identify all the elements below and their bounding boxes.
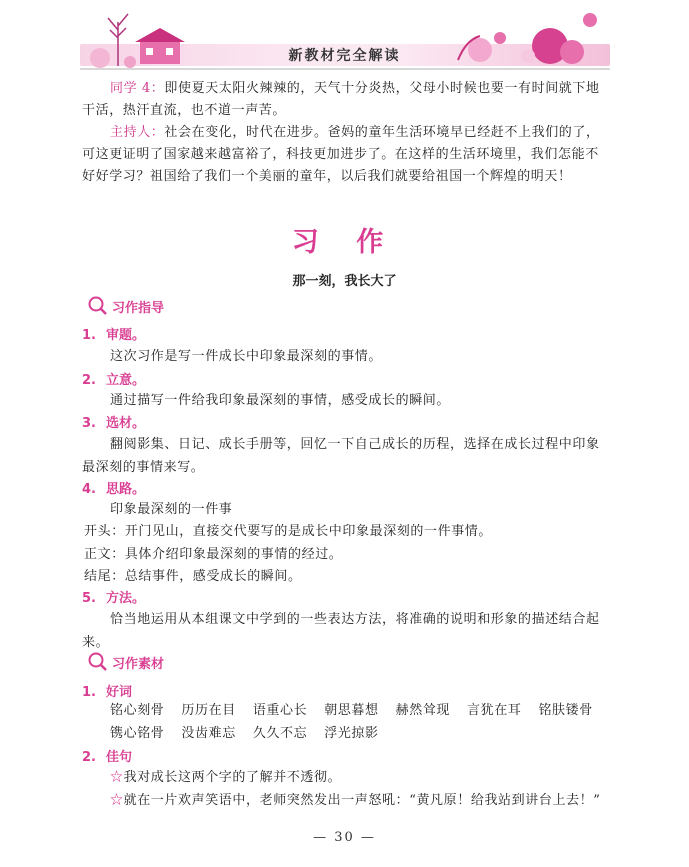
sentence-2: ☆就在一片欢声笑语中，老师突然发出一声怒吼：“黄凡原！给我站到讲台上去！” bbox=[110, 793, 601, 808]
word: 铭心刻骨 bbox=[110, 703, 165, 718]
guide-item-body-4: 印象最深刻的一件事 bbox=[110, 502, 233, 517]
word: 没齿难忘 bbox=[181, 726, 236, 741]
star-icon: ☆ bbox=[110, 793, 124, 808]
guide-item-body-2: 通过描写一件给我印象最深刻的事情，感受成长的瞬间。 bbox=[110, 393, 451, 408]
word: 言犹在耳 bbox=[467, 703, 522, 718]
composition-topic: 那一刻，我长大了 bbox=[292, 274, 397, 289]
header-divider bbox=[80, 68, 610, 70]
word: 赫然耸现 bbox=[395, 703, 451, 718]
word: 铭肤镂骨 bbox=[538, 703, 593, 718]
page-number: — 30 — bbox=[313, 830, 376, 845]
word: 语重心长 bbox=[252, 703, 308, 718]
material-label: 习作素材 bbox=[112, 656, 165, 672]
word: 久久不忘 bbox=[252, 726, 308, 741]
word: 历历在目 bbox=[181, 703, 236, 718]
outline-ending: 结尾：总结事件，感受成长的瞬间。 bbox=[84, 569, 302, 584]
sentences-heading: 2. 佳句 bbox=[82, 750, 132, 765]
guide-item-head-4: 4. 思路。 bbox=[82, 482, 145, 497]
guide-item-head-2: 2. 立意。 bbox=[82, 373, 145, 388]
word: 浮光掠影 bbox=[324, 726, 379, 741]
dialogue-text: 社会在变化，时代在进步。爸妈的童年生活环境早已经赶不上我们的了，可这更证明了国家越来越富裕了，科技更加进步了。在这样的生活环境里，我们怎能不好好学习？祖国给了我们一个美丽的童年，以后我们就要给祖国一个辉煌的明天！ bbox=[82, 125, 600, 184]
guide-item-body-5: 恰当地运用从本组课文中学到的一些表达方法，将准确的说明和形象的描述结合起来。 bbox=[82, 612, 600, 650]
section-title: 习 作 bbox=[291, 227, 398, 258]
guide-label: 习作指导 bbox=[112, 300, 165, 316]
word: 朝思暮想 bbox=[324, 703, 379, 718]
page-header bbox=[0, 0, 689, 72]
magnifier-icon bbox=[86, 651, 110, 673]
outline-body: 正文：具体介绍印象最深刻的事情的经过。 bbox=[84, 547, 343, 562]
guide-item-body-1: 这次习作是写一件成长中印象最深刻的事情。 bbox=[110, 349, 383, 364]
guide-section-heading bbox=[86, 295, 164, 317]
speaker-label: 同学 4： bbox=[110, 81, 165, 96]
dialogue-text: 即使夏天太阳火辣辣的，天气十分炎热，父母小时候也要一有时间就下地干活，热汗直流，也不道一声苦。 bbox=[82, 81, 600, 118]
dialogue-paragraph-1 bbox=[82, 78, 610, 122]
good-words-heading: 1. 好词 bbox=[82, 685, 132, 700]
speaker-label: 主持人： bbox=[110, 125, 165, 140]
material-section-heading bbox=[86, 651, 164, 673]
header-title: 新教材完全解读 bbox=[288, 48, 401, 64]
good-words-list bbox=[110, 699, 620, 745]
sentence-1: ☆我对成长这两个字的了解并不透彻。 bbox=[110, 770, 342, 785]
guide-item-head-5: 5. 方法。 bbox=[82, 591, 145, 606]
dialogue-paragraph-2 bbox=[82, 122, 610, 188]
guide-item-body-3: 翻阅影集、日记、成长手册等，回忆一下自己成长的历程，选择在成长过程中印象最深刻的事情来写。 bbox=[82, 437, 600, 475]
magnifier-icon bbox=[86, 295, 110, 317]
word: 镌心铭骨 bbox=[110, 726, 165, 741]
guide-item-head-1: 1. 审题。 bbox=[82, 328, 145, 343]
star-icon: ☆ bbox=[110, 770, 124, 785]
outline-opening: 开头：开门见山，直接交代要写的是成长中印象最深刻的一件事情。 bbox=[84, 524, 493, 539]
guide-item-head-3: 3. 选材。 bbox=[82, 416, 145, 431]
